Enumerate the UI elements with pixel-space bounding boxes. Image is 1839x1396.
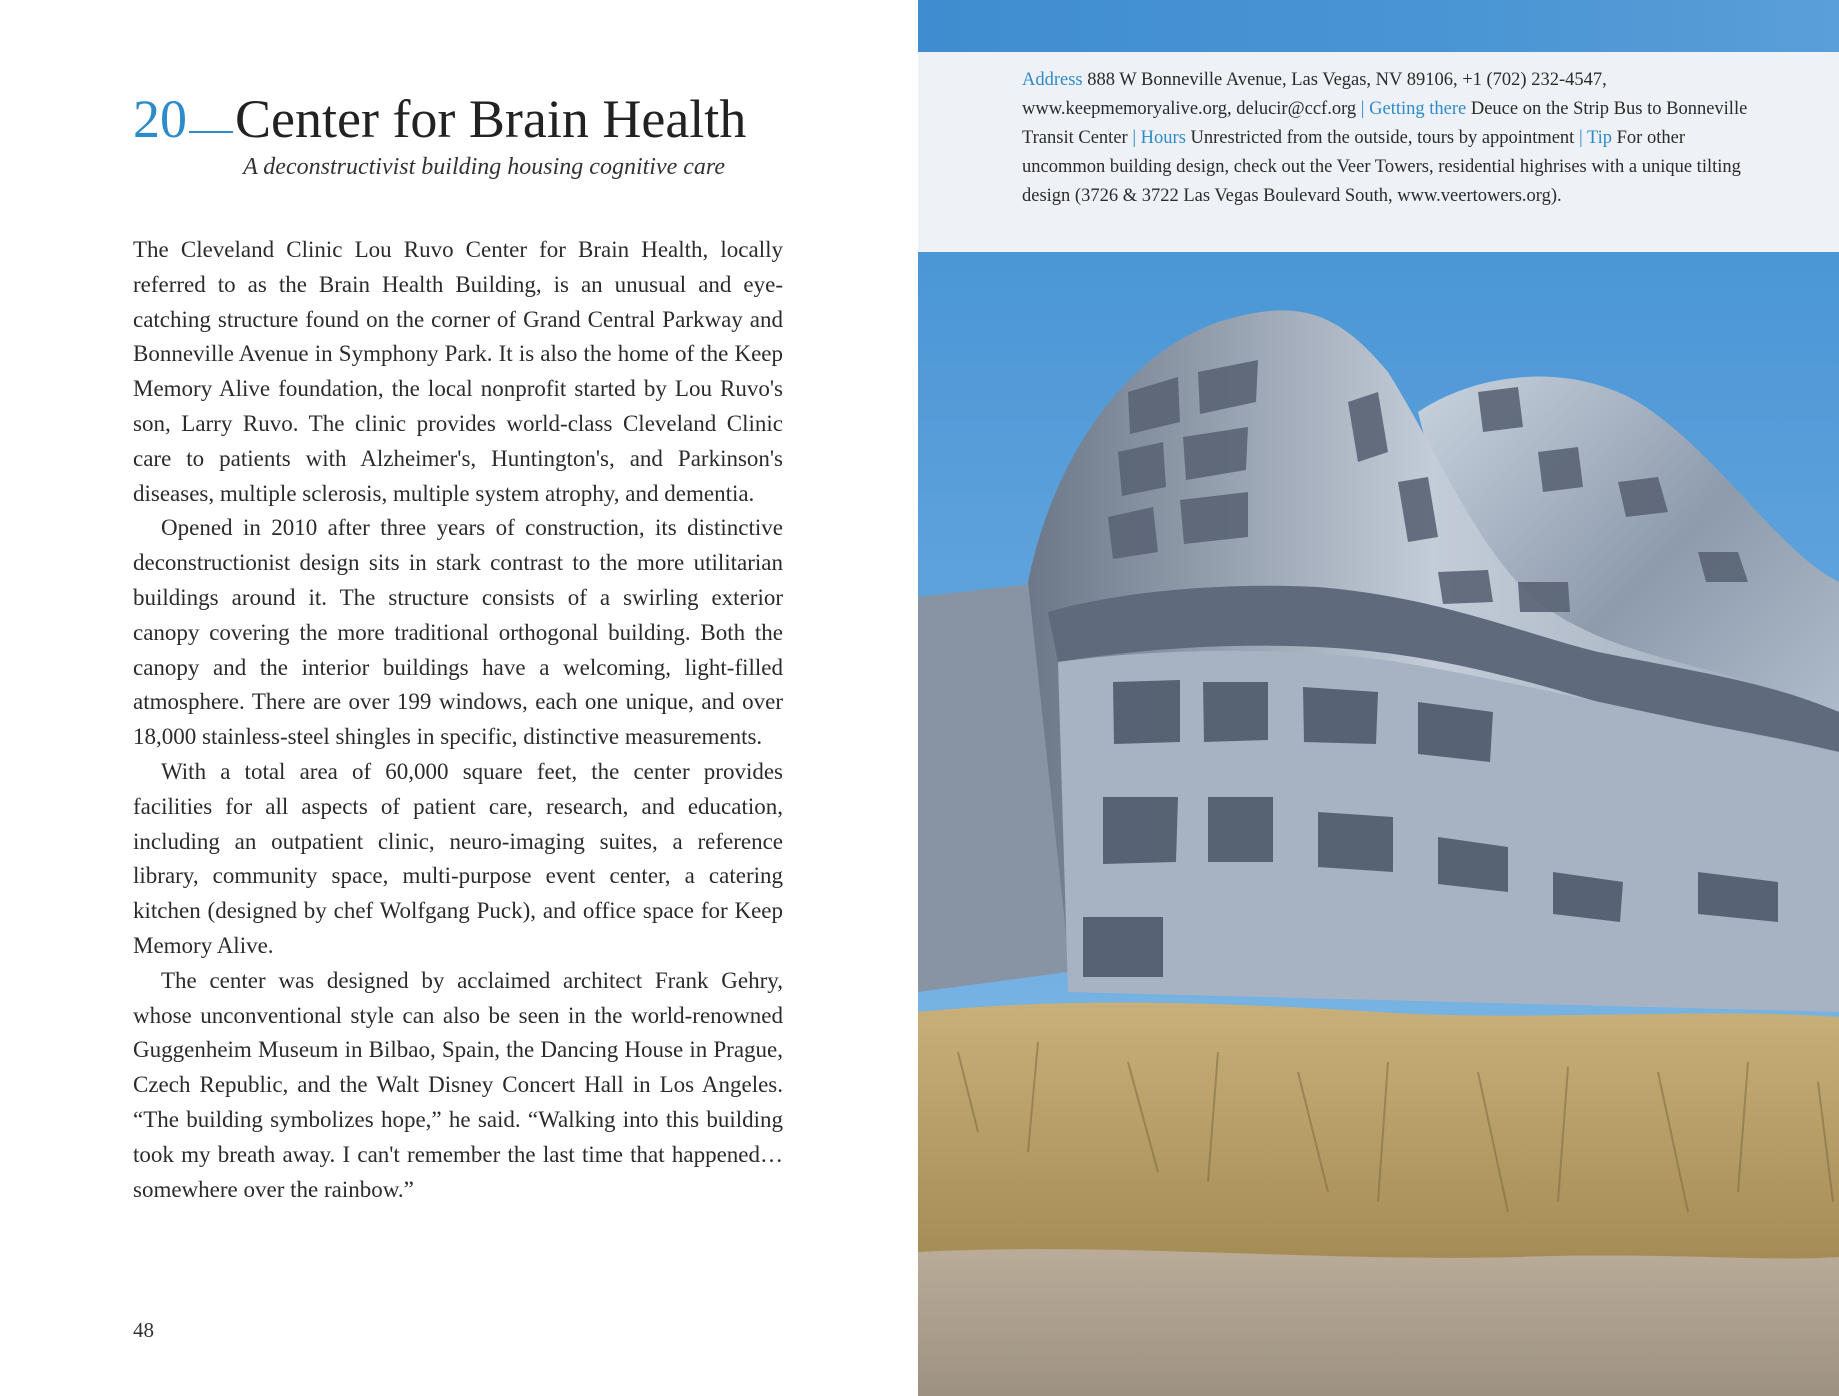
separator: | [1132, 128, 1137, 148]
left-page [0, 0, 918, 1396]
tip-label: Tip [1586, 128, 1613, 148]
paragraph-3: With a total area of 60,000 square feet, the center provides facilities for all aspects of patient care, research, and education, including an outpatient clinic, neuro-imaging suites, a reference library, community space, multi-purpose event center, a catering kitchen (designed by chef Wolfgang Puck), and office space for Keep Memory Alive. [133, 758, 783, 958]
right-page [918, 0, 1839, 1396]
heading-rule [189, 131, 233, 133]
article-body [133, 233, 783, 1207]
building-photo [918, 252, 1839, 1396]
getting-there-label: Getting there [1369, 99, 1467, 119]
page-subtitle: A deconstructivist building housing cognitive care [243, 154, 725, 180]
paragraph-4: The center was designed by acclaimed architect Frank Gehry, whose unconventional style can also be seen in the world-renowned Guggenheim Museum in Bilbao, Spain, the Dancing House in Prague, Czech Republic, and the Walt Disney Concert Hall in Los Angeles. “The building symbolizes hope,” he said. “Walking into this building took my breath away. I can't remember the last time that happened… somewhere over the rainbow.” [133, 967, 783, 1202]
tip-value: For other uncommon building design, check out the Veer Towers, residential highrises with a unique tilting design (3726 & 3722 Las Vegas Boulevard South, www.veertowers.org). [1022, 128, 1741, 206]
address-value: 888 W Bonneville Avenue, Las Vegas, NV 89106, +1 (702) 232-4547, www.keepmemoryalive.org, delucir@ccf.org [1022, 70, 1607, 119]
info-box [918, 52, 1839, 252]
page-number: 48 [133, 1318, 154, 1342]
chapter-number: 20 [133, 89, 187, 149]
paragraph-2: Opened in 2010 after three years of construction, its distinctive deconstructionist design sits in stark contrast to the more utilitarian buildings around it. The structure consists of a swirling exterior canopy covering the more traditional orthogonal building. Both the canopy and the interior buildings have a welcoming, light-filled atmosphere. There are over 199 windows, each one unique, and over 18,000 stainless-steel shingles in specific, distinctive measurements. [133, 515, 783, 750]
chapter-heading [133, 89, 773, 149]
separator: | [1360, 99, 1365, 119]
page-title: Center for Brain Health [235, 89, 747, 149]
address-label: Address [1022, 70, 1083, 90]
hours-label: Hours [1140, 128, 1186, 148]
info-text [1022, 66, 1752, 211]
hours-value: Unrestricted from the outside, tours by appointment [1190, 128, 1575, 148]
building-photo-illustration [918, 252, 1839, 1396]
paragraph-1: The Cleveland Clinic Lou Ruvo Center for Brain Health, locally referred to as the Brain Health Building, is an unusual and eye-catching structure found on the corner of Grand Central Parkway and Bonneville Avenue in Symphony Park. It is also the home of the Keep Memory Alive foundation, the local nonprofit started by Lou Ruvo's son, Larry Ruvo. The clinic provides world-class Cleveland Clinic care to patients with Alzheimer's, Huntington's, and Parkinson's diseases, multiple sclerosis, multiple system atrophy, and dementia. [133, 237, 783, 506]
getting-there-value: Deuce on the Strip Bus to Bonneville Transit Center [1022, 99, 1748, 148]
sky-strip [918, 0, 1839, 52]
separator: | [1578, 128, 1583, 148]
